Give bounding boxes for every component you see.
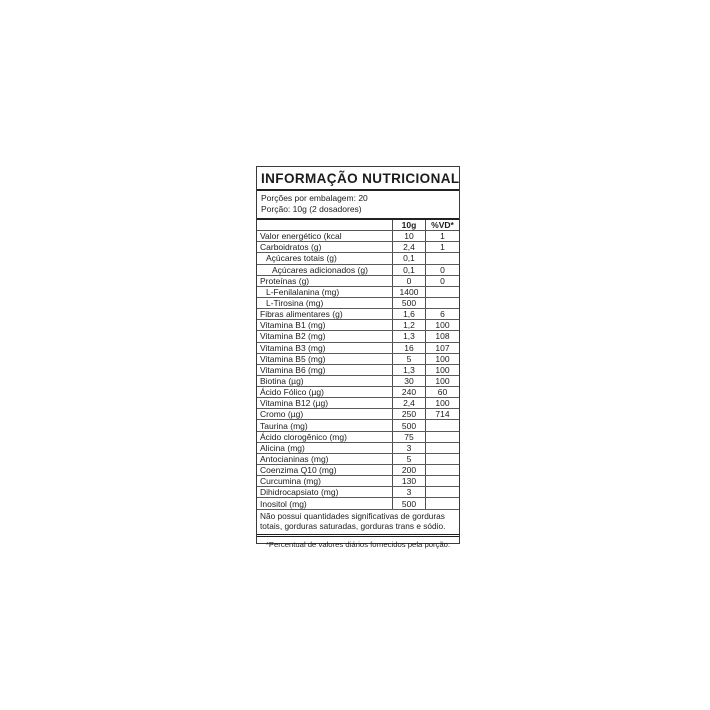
nutrient-dv: [425, 465, 459, 475]
nutrient-dv: 60: [425, 387, 459, 397]
table-row: [257, 276, 459, 287]
nutrient-label: Ácido Fólico (µg): [260, 387, 324, 398]
nutrient-amount: 250: [392, 409, 425, 419]
nutrient-amount: 2,4: [392, 398, 425, 408]
nutrient-amount: 130: [392, 476, 425, 486]
nutrient-amount: 240: [392, 387, 425, 397]
nutrient-dv: [425, 420, 459, 430]
table-row: [257, 432, 459, 443]
table-row: [257, 487, 459, 498]
table-row: [257, 309, 459, 320]
nutrient-amount: 200: [392, 465, 425, 475]
nutrient-dv: 714: [425, 409, 459, 419]
nutrient-amount: 500: [392, 420, 425, 430]
nutrient-amount: 30: [392, 376, 425, 386]
nutrient-amount: 3: [392, 443, 425, 453]
table-row: [257, 398, 459, 409]
nutrient-dv: [425, 476, 459, 486]
nutrient-label: Valor energético (kcal: [260, 231, 342, 242]
nutrient-dv: 100: [425, 398, 459, 408]
nutrient-label: L-Tirosina (mg): [266, 298, 324, 308]
servings-per-package: Porções por embalagem: 20: [261, 193, 368, 203]
nutrient-dv: [425, 454, 459, 464]
table-row: [257, 231, 459, 242]
nutrient-amount: 3: [392, 487, 425, 497]
table-header-row: [257, 220, 459, 231]
nutrient-label: Vitamina B12 (µg): [260, 398, 329, 409]
daily-values-footnote: *Percentual de valores diários fornecidos pela porção.: [265, 539, 451, 549]
nutrient-amount: 1,2: [392, 320, 425, 330]
nutrient-label: Fibras alimentares (g): [260, 309, 343, 320]
nutrient-rows: [257, 231, 459, 510]
nutrition-facts-panel: [256, 166, 460, 549]
nutrient-amount: 0,1: [392, 265, 425, 275]
nutrient-label: L-Fenilalanina (mg): [266, 286, 340, 297]
nutrient-label: Vitamina B6 (mg): [260, 364, 326, 375]
nutrient-dv: 1: [425, 231, 459, 241]
nutrient-dv: 0: [425, 276, 459, 286]
nutrient-amount: 0,1: [392, 253, 425, 263]
nutrient-label: Proteínas (g): [260, 275, 310, 286]
nutrient-dv: [425, 287, 459, 297]
nutrient-label: Ácido clorogênico (mg): [260, 431, 347, 442]
nutrient-amount: 1,3: [392, 365, 425, 375]
table-row: [257, 420, 459, 431]
nutrient-label: Antocianinas (mg): [260, 453, 329, 464]
nutrient-amount: 1,6: [392, 309, 425, 319]
table-row: [257, 365, 459, 376]
column-header-dv: %VD*: [425, 220, 459, 230]
nutrient-label: Vitamina B1 (mg): [260, 320, 326, 331]
nutrient-dv: [425, 443, 459, 453]
nutrient-amount: 5: [392, 454, 425, 464]
nutrient-amount: 0: [392, 276, 425, 286]
nutrient-dv: [425, 253, 459, 263]
nutrient-dv: 100: [425, 365, 459, 375]
nutrient-amount: 75: [392, 432, 425, 442]
nutrient-label: Taurina (mg): [260, 420, 308, 431]
table-row: [257, 253, 459, 264]
nutrient-amount: 1400: [392, 287, 425, 297]
column-header-amount: 10g: [392, 220, 425, 230]
nutrient-dv: 108: [425, 331, 459, 341]
nutrient-label: Vitamina B5 (mg): [260, 353, 326, 364]
nutrient-dv: 6: [425, 309, 459, 319]
nutrient-amount: 1,3: [392, 331, 425, 341]
nutrient-amount: 16: [392, 343, 425, 353]
nutrient-dv: [425, 298, 459, 308]
table-row: [257, 287, 459, 298]
nutrient-amount: 500: [392, 298, 425, 308]
nutrient-dv: 1: [425, 242, 459, 252]
nutrient-amount: 500: [392, 498, 425, 508]
serving-size: Porção: 10g (2 dosadores): [261, 204, 362, 215]
table-row: [257, 409, 459, 420]
nutrient-label: Curcumina (mg): [260, 476, 321, 487]
table-row: [257, 320, 459, 331]
no-significant-amounts-note: Não possui quantidades significativas de gorduras totais, gorduras saturadas, gorduras trans e sódio.: [257, 510, 459, 537]
nutrient-dv: [425, 487, 459, 497]
nutrient-label: Açúcares totais (g): [266, 253, 337, 264]
table-row: [257, 343, 459, 354]
nutrient-label: Açúcares adicionados (g): [272, 264, 368, 275]
nutrient-label: Alicina (mg): [260, 442, 305, 453]
nutrient-amount: 2,4: [392, 242, 425, 252]
table-row: [257, 242, 459, 253]
table-row: [257, 331, 459, 342]
table-row: [257, 476, 459, 487]
nutrient-dv: 100: [425, 320, 459, 330]
header-spacer: [257, 220, 392, 230]
table-row: [257, 443, 459, 454]
nutrient-label: Biotina (µg): [260, 375, 304, 386]
table-row: [257, 465, 459, 476]
nutrient-label: Dihidrocapsiato (mg): [260, 487, 339, 498]
nutrient-dv: [425, 432, 459, 442]
nutrient-amount: 10: [392, 231, 425, 241]
serving-info: [257, 191, 459, 220]
nutrient-dv: 100: [425, 376, 459, 386]
panel-title: INFORMAÇÃO NUTRICIONAL: [257, 167, 459, 191]
nutrient-dv: 107: [425, 343, 459, 353]
nutrient-label: Cromo (µg): [260, 409, 304, 420]
table-row: [257, 498, 459, 509]
nutrient-amount: 5: [392, 354, 425, 364]
nutrient-dv: 0: [425, 265, 459, 275]
table-row: [257, 454, 459, 465]
nutrient-label: Carboidratos (g): [260, 242, 322, 253]
table-row: [257, 265, 459, 276]
nutrient-label: Vitamina B3 (mg): [260, 342, 326, 353]
table-row: [257, 387, 459, 398]
nutrient-label: Vitamina B2 (mg): [260, 331, 326, 342]
table-row: [257, 298, 459, 309]
nutrient-label: Coenzima Q10 (mg): [260, 465, 337, 476]
nutrient-dv: [425, 498, 459, 508]
table-row: [257, 376, 459, 387]
table-row: [257, 354, 459, 365]
nutrient-dv: 100: [425, 354, 459, 364]
nutrient-label: Inositol (mg): [260, 498, 307, 509]
